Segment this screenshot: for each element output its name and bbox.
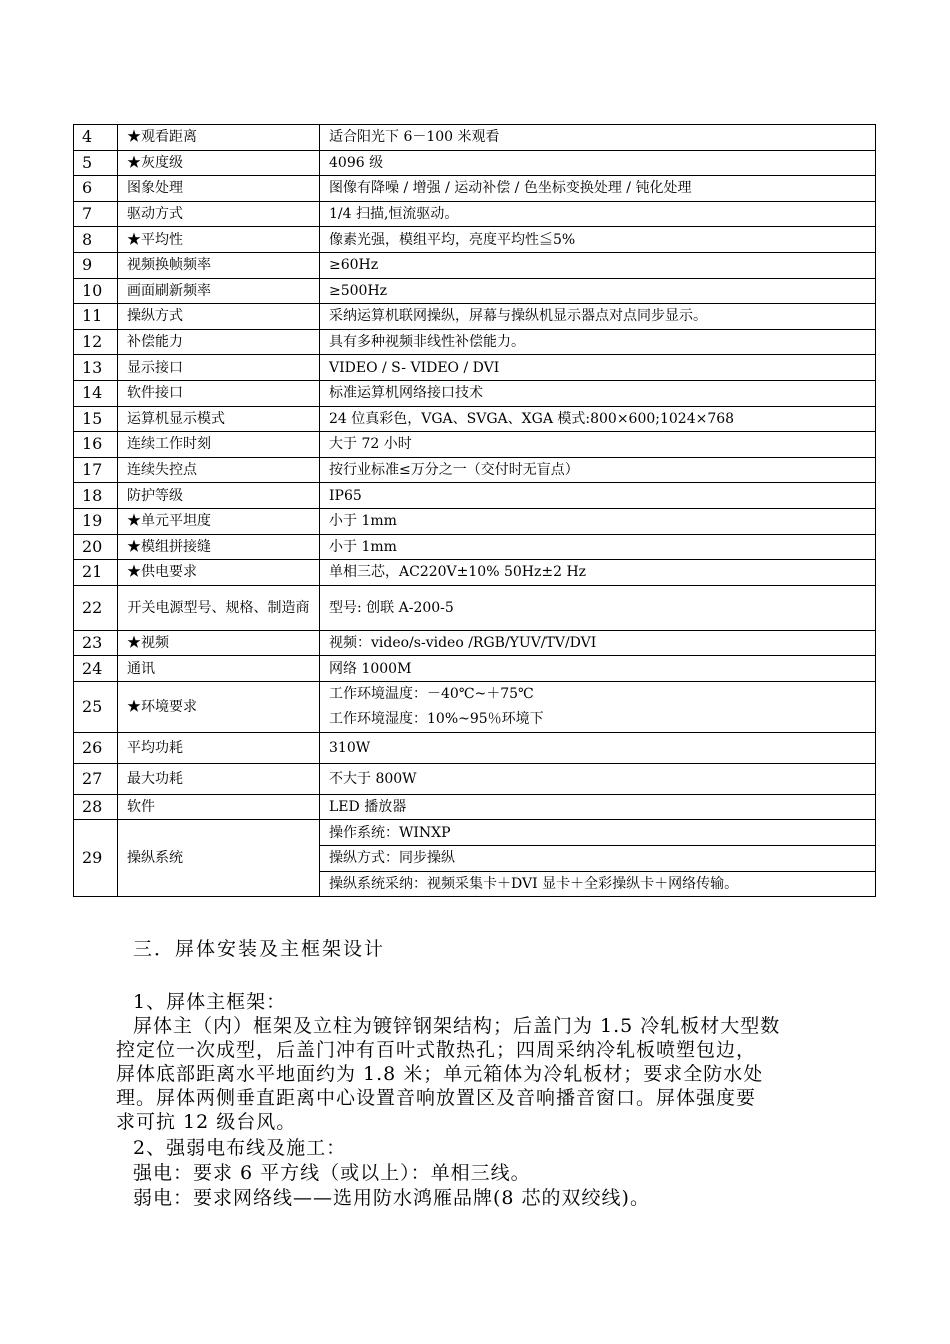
row-spec: 单相三芯，AC220V±10% 50Hz±2 Hz — [320, 560, 876, 586]
row-spec: IP65 — [320, 483, 876, 509]
row-item: ★单元平坦度 — [118, 508, 320, 534]
table-row — [74, 681, 876, 732]
row-spec-line: 工作环境湿度：10%~95％环境下 — [329, 710, 544, 727]
table-row — [74, 150, 876, 176]
subheading-main-frame: 1、屏体主框架： — [133, 991, 287, 1013]
row-spec: 型号: 创联 A-200-5 — [320, 585, 876, 630]
table-row — [74, 252, 876, 278]
table-row — [74, 794, 876, 820]
row-spec: ≥500Hz — [320, 278, 876, 304]
row-item: 显示接口 — [118, 355, 320, 381]
row-number: 23 — [74, 630, 118, 656]
row-item: 视频换帧频率 — [118, 252, 320, 278]
row-number: 12 — [74, 329, 118, 355]
table-row — [74, 406, 876, 432]
row-number: 4 — [74, 125, 118, 151]
table-row — [74, 355, 876, 381]
row-item: ★环境要求 — [118, 681, 320, 732]
row-number: 18 — [74, 483, 118, 509]
row-spec: LED 播放器 — [320, 794, 876, 820]
table-row — [74, 329, 876, 355]
row-item: ★平均性 — [118, 227, 320, 253]
table-row — [74, 278, 876, 304]
paragraph-line-5: 求可抗 12 级台风。 — [116, 1111, 297, 1133]
row-number: 15 — [74, 406, 118, 432]
table-row — [74, 227, 876, 253]
row-spec: 小于 1mm — [320, 534, 876, 560]
table-row — [74, 585, 876, 630]
row-item: ★观看距离 — [118, 125, 320, 151]
row-item: 平均功耗 — [118, 732, 320, 763]
table-row — [74, 534, 876, 560]
row-spec: ≥60Hz — [320, 252, 876, 278]
row-spec-line: 工作环境温度：－40℃~＋75℃ — [329, 685, 534, 702]
table-row — [74, 483, 876, 509]
subheading-wiring: 2、强弱电布线及施工： — [133, 1137, 347, 1159]
spec-table — [73, 124, 876, 897]
row-spec: 标准运算机网络接口技术 — [320, 380, 876, 406]
strong-current-line: 强电：要求 6 平方线（或以上）：单相三线。 — [133, 1162, 531, 1184]
row-item: 驱动方式 — [118, 201, 320, 227]
row-number: 5 — [74, 150, 118, 176]
row-spec: 操纵系统采纳：视频采集卡＋DVI 显卡＋全彩操纵卡＋网络传输。 — [320, 871, 876, 897]
table-row — [74, 125, 876, 151]
row-spec: VIDEO / S- VIDEO / DVI — [320, 355, 876, 381]
row-spec: 1/4 扫描,恒流驱动。 — [320, 201, 876, 227]
table-row — [74, 732, 876, 763]
row-item: ★模组拼接缝 — [118, 534, 320, 560]
row-item: ★供电要求 — [118, 560, 320, 586]
table-row — [74, 560, 876, 586]
row-spec: 像素光强，模组平均，亮度平均性≦5% — [320, 227, 876, 253]
table-row — [74, 457, 876, 483]
row-item: 图象处理 — [118, 176, 320, 202]
row-spec: 不大于 800W — [320, 763, 876, 794]
row-spec: 操作系统：WINXP — [320, 820, 876, 846]
row-number: 6 — [74, 176, 118, 202]
row-item: 防护等级 — [118, 483, 320, 509]
row-number: 19 — [74, 508, 118, 534]
table-row — [74, 763, 876, 794]
row-item: 画面刷新频率 — [118, 278, 320, 304]
row-spec: 24 位真彩色，VGA、SVGA、XGA 模式:800×600;1024×768 — [320, 406, 876, 432]
table-row — [74, 432, 876, 458]
row-spec: 操纵方式：同步操纵 — [320, 846, 876, 872]
row-number: 25 — [74, 681, 118, 732]
row-item: 连续失控点 — [118, 457, 320, 483]
row-number: 14 — [74, 380, 118, 406]
row-item: 最大功耗 — [118, 763, 320, 794]
row-spec: 网络 1000M — [320, 656, 876, 682]
row-number: 13 — [74, 355, 118, 381]
table-row — [74, 656, 876, 682]
row-number: 29 — [74, 820, 118, 897]
row-number: 22 — [74, 585, 118, 630]
row-item: 补偿能力 — [118, 329, 320, 355]
section-heading: 三．屏体安装及主框架设计 — [133, 938, 386, 960]
row-number: 17 — [74, 457, 118, 483]
table-row — [74, 304, 876, 330]
row-number: 16 — [74, 432, 118, 458]
row-spec — [320, 681, 876, 732]
row-item: ★灰度级 — [118, 150, 320, 176]
row-item: 连续工作时刻 — [118, 432, 320, 458]
row-item: 开关电源型号、规格、制造商 — [118, 585, 320, 630]
row-item: 软件接口 — [118, 380, 320, 406]
table-row — [74, 380, 876, 406]
row-number: 10 — [74, 278, 118, 304]
row-number: 21 — [74, 560, 118, 586]
row-spec: 图像有降噪 / 增强 / 运动补偿 / 色坐标变换处理 / 钝化处理 — [320, 176, 876, 202]
table-row — [74, 201, 876, 227]
row-number: 24 — [74, 656, 118, 682]
weak-current-line: 弱电：要求网络线——选用防水鸿雁品牌(8 芯的双绞线)。 — [133, 1187, 650, 1209]
row-item: 操纵方式 — [118, 304, 320, 330]
row-number: 7 — [74, 201, 118, 227]
row-spec: 按行业标准≤万分之一（交付时无盲点） — [320, 457, 876, 483]
paragraph-line-4: 理。屏体两侧垂直距离中心设置音响放置区及音响播音窗口。屏体强度要 — [116, 1087, 757, 1109]
row-spec: 4096 级 — [320, 150, 876, 176]
row-spec: 310W — [320, 732, 876, 763]
row-item: 软件 — [118, 794, 320, 820]
table-row — [74, 508, 876, 534]
row-spec: 具有多种视频非线性补偿能力。 — [320, 329, 876, 355]
table-row — [74, 176, 876, 202]
row-item: 操纵系统 — [118, 820, 320, 897]
paragraph-line-3: 屏体底部距离水平地面约为 1.8 米；单元箱体为冷轧板材；要求全防水处 — [116, 1063, 764, 1085]
row-number: 11 — [74, 304, 118, 330]
row-number: 9 — [74, 252, 118, 278]
table-row — [74, 630, 876, 656]
row-number: 27 — [74, 763, 118, 794]
row-item: 通讯 — [118, 656, 320, 682]
row-number: 26 — [74, 732, 118, 763]
row-spec: 适合阳光下 6－100 米观看 — [320, 125, 876, 151]
row-spec: 视频：video/s-video /RGB/YUV/TV/DVI — [320, 630, 876, 656]
table-row — [74, 820, 876, 846]
row-item: ★视频 — [118, 630, 320, 656]
row-number: 20 — [74, 534, 118, 560]
row-spec: 采纳运算机联网操纵，屏幕与操纵机显示器点对点同步显示。 — [320, 304, 876, 330]
row-spec: 大于 72 小时 — [320, 432, 876, 458]
paragraph-line-2: 控定位一次成型，后盖门冲有百叶式散热孔；四周采纳冷轧板喷塑包边， — [116, 1039, 757, 1061]
row-spec: 小于 1mm — [320, 508, 876, 534]
row-number: 28 — [74, 794, 118, 820]
row-number: 8 — [74, 227, 118, 253]
row-item: 运算机显示模式 — [118, 406, 320, 432]
paragraph-line-1: 屏体主（内）框架及立柱为镀锌钢架结构；后盖门为 1.5 冷轧板材大型数 — [133, 1015, 781, 1037]
